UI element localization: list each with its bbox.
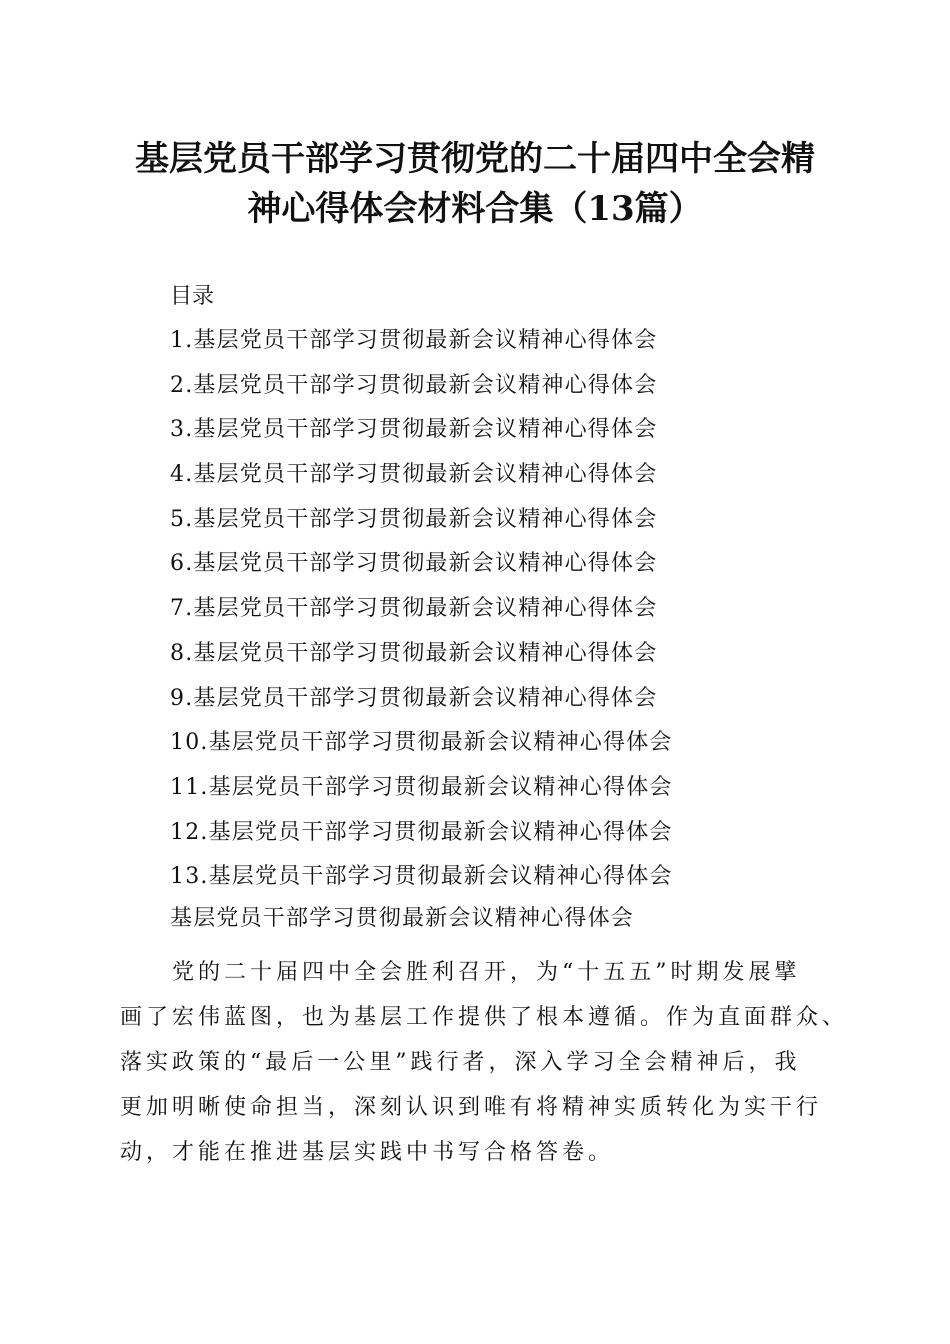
paragraph-line: 更加明晰使命担当，深刻认识到唯有将精神实质转化为实干行 <box>120 1095 823 1120</box>
toc-item: 4.基层党员干部学习贯彻最新会议精神心得体会 <box>170 462 658 488</box>
table-of-contents <box>170 326 673 907</box>
toc-item: 3.基层党员干部学习贯彻最新会议精神心得体会 <box>170 417 658 443</box>
paragraph-line: 党的二十届四中全会胜利召开，为“十五五”时期发展擘 <box>120 960 801 985</box>
toc-item: 6.基层党员干部学习贯彻最新会议精神心得体会 <box>170 551 658 577</box>
document-title <box>60 134 890 234</box>
toc-item: 12.基层党员干部学习贯彻最新会议精神心得体会 <box>170 819 673 845</box>
title-line-2: 神心得体会材料合集（13篇） <box>247 189 703 229</box>
paragraph-line: 画了宏伟蓝图，也为基层工作提供了根本遵循。作为直面群众、 <box>120 1005 849 1030</box>
title-line-1: 基层党员干部学习贯彻党的二十届四中全会精 <box>135 139 815 179</box>
toc-item: 5.基层党员干部学习贯彻最新会议精神心得体会 <box>170 506 658 532</box>
paragraph-line: 动，才能在推进基层实践中书写合格答卷。 <box>120 1140 615 1165</box>
toc-item: 11.基层党员干部学习贯彻最新会议精神心得体会 <box>170 774 673 800</box>
toc-item: 8.基层党员干部学习贯彻最新会议精神心得体会 <box>170 640 658 666</box>
toc-item: 9.基层党员干部学习贯彻最新会议精神心得体会 <box>170 685 658 711</box>
toc-item: 7.基层党员干部学习贯彻最新会议精神心得体会 <box>170 596 658 622</box>
toc-item: 13.基层党员干部学习贯彻最新会议精神心得体会 <box>170 864 673 890</box>
paragraph-line: 落实政策的“最后一公里”践行者，深入学习全会精神后，我 <box>120 1050 801 1075</box>
toc-item: 1.基层党员干部学习贯彻最新会议精神心得体会 <box>170 328 658 353</box>
toc-item: 2.基层党员干部学习贯彻最新会议精神心得体会 <box>170 372 658 398</box>
body-paragraph <box>120 950 849 1175</box>
toc-item: 10.基层党员干部学习贯彻最新会议精神心得体会 <box>170 730 673 756</box>
toc-heading: 目录 <box>170 284 215 309</box>
section-title: 基层党员干部学习贯彻最新会议精神心得体会 <box>170 906 635 931</box>
